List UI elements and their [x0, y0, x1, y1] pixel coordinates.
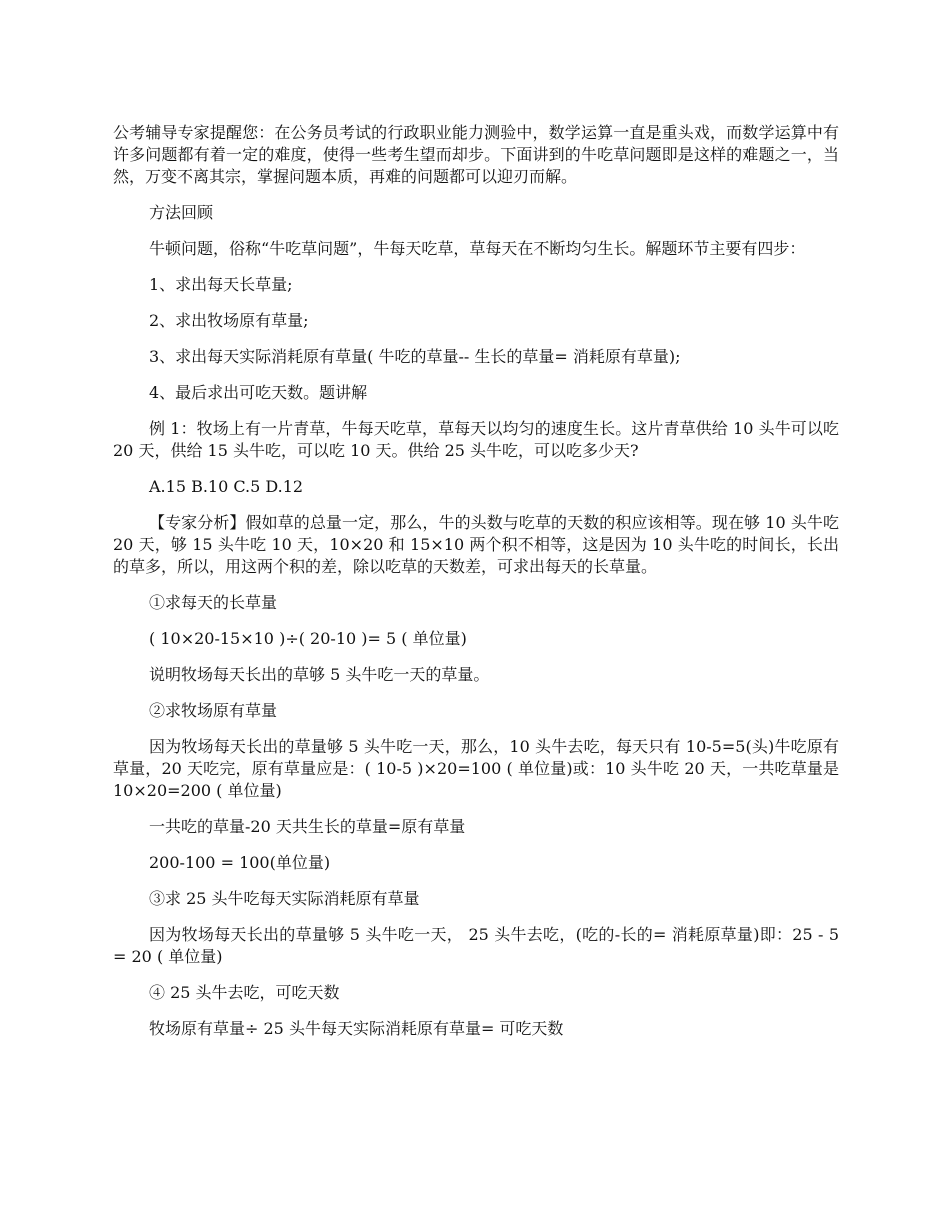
expert-analysis-paragraph: 【专家分析】假如草的总量一定，那么，牛的头数与吃草的天数的积应该相等。现在够 10 头牛吃 20 天，够 15 头牛吃 10 天，10×20 和 15×10 两个积不相等，这是因为 10 头牛吃的时间长，长出的草多，所以，用这两个积的差，除以吃草的天数差，可求出每天的长草量。 [113, 513, 839, 576]
sub-step-2-relation: 一共吃的草量-20 天共生长的草量=原有草量 [149, 817, 466, 836]
step-3: 3、求出每天实际消耗原有草量( 牛吃的草量-- 生长的草量= 消耗原有草量); [149, 347, 681, 366]
step-2: 2、求出牧场原有草量; [149, 311, 309, 330]
document-page [113, 122, 839, 1054]
sub-step-2-formula: 200-100 = 100(单位量) [149, 853, 331, 872]
step-1: 1、求出每天长草量; [149, 275, 293, 294]
sub-step-3-heading: ③求 25 头牛吃每天实际消耗原有草量 [149, 889, 420, 908]
sub-step-2-heading: ②求牧场原有草量 [149, 701, 278, 720]
example-1-options: A.15 B.10 C.5 D.12 [149, 477, 304, 496]
sub-step-4-heading: ④ 25 头牛去吃，可吃天数 [149, 983, 340, 1002]
sub-step-2-explanation: 因为牧场每天长出的草量够 5 头牛吃一天，那么，10 头牛去吃，每天只有 10-5=5(头)牛吃原有草量，20 天吃完，原有草量应是：( 10-5 )×20=100 ( 单位量)或：10 头牛吃 20 天，一共吃草量是 10×20=200 ( 单位量) [113, 737, 839, 800]
sub-step-3-explanation: 因为牧场每天长出的草量够 5 头牛吃一天， 25 头牛去吃，(吃的-长的= 消耗原草量)即：25 - 5= 20 ( 单位量) [113, 925, 839, 966]
sub-step-4-relation: 牧场原有草量÷ 25 头牛每天实际消耗原有草量= 可吃天数 [149, 1019, 564, 1038]
method-review-heading: 方法回顾 [149, 203, 214, 222]
sub-step-1-formula: ( 10×20-15×10 )÷( 20-10 )= 5 ( 单位量) [149, 629, 467, 648]
sub-step-1-explanation: 说明牧场每天长出的草够 5 头牛吃一天的草量。 [149, 665, 490, 684]
newton-problem-paragraph: 牛顿问题，俗称“牛吃草问题”，牛每天吃草，草每天在不断均匀生长。解题环节主要有四步： [149, 239, 806, 258]
example-1-question: 例 1：牧场上有一片青草，牛每天吃草，草每天以均匀的速度生长。这片青草供给 10 头牛可以吃 20 天，供给 15 头牛吃，可以吃 10 天。供给 25 头牛吃，可以吃多少天? [113, 419, 839, 460]
step-4: 4、最后求出可吃天数。题讲解 [149, 383, 368, 402]
sub-step-1-heading: ①求每天的长草量 [149, 593, 278, 612]
intro-paragraph: 公考辅导专家提醒您：在公务员考试的行政职业能力测验中，数学运算一直是重头戏，而数学运算中有许多问题都有着一定的难度，使得一些考生望而却步。下面讲到的牛吃草问题即是这样的难题之一，当然，万变不离其宗，掌握问题本质，再难的问题都可以迎刃而解。 [113, 123, 839, 186]
